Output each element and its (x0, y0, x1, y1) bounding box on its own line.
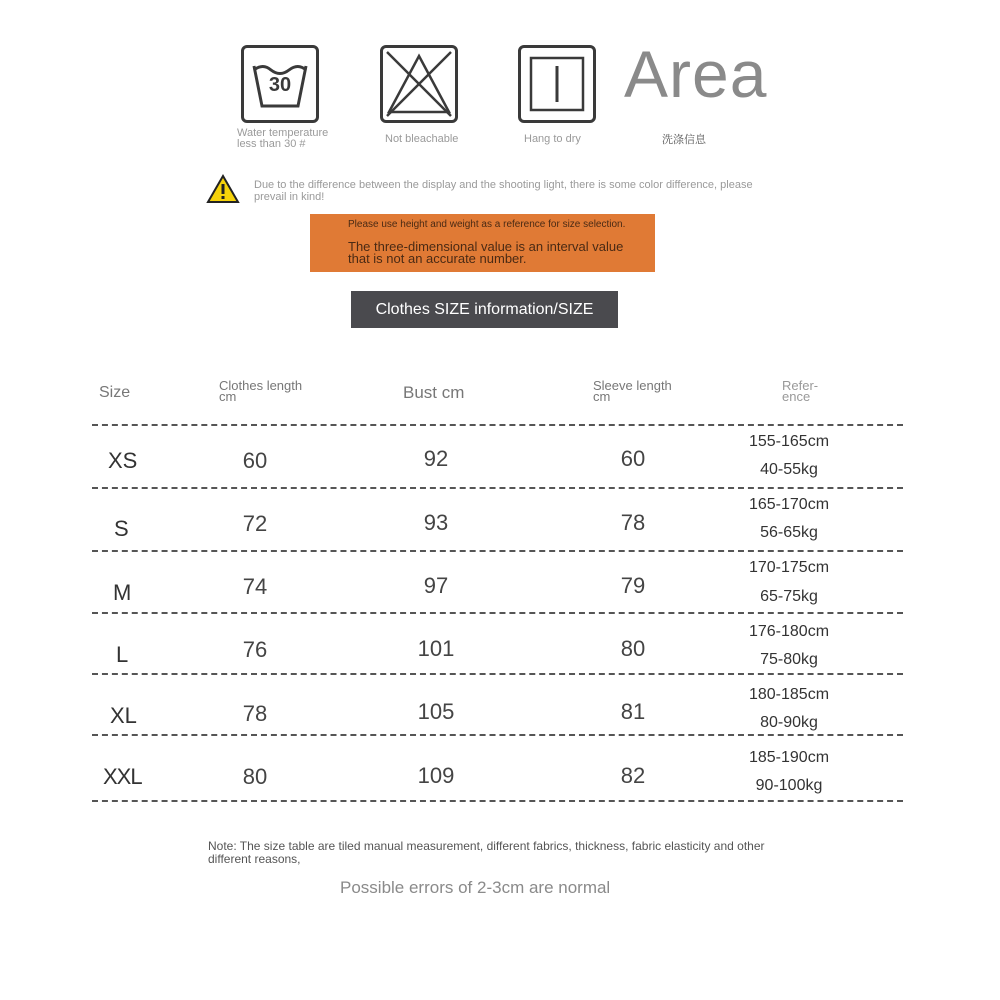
weight-cell: 40-55kg (760, 461, 818, 478)
length-cell: 78 (242, 701, 268, 726)
wash-label: Water temperature less than 30 # (237, 127, 329, 150)
table-divider (92, 800, 903, 802)
size-cell: L (116, 642, 129, 667)
height-cell: 176-180cm (748, 623, 830, 640)
weight-cell: 80-90kg (760, 714, 818, 731)
height-cell: 155-165cm (748, 433, 830, 450)
sleeve-cell: 81 (620, 699, 646, 724)
length-cell: 80 (242, 764, 268, 789)
weight-cell: 56-65kg (760, 524, 818, 541)
header-size: Size (99, 384, 131, 401)
error-note: Possible errors of 2-3cm are normal (340, 878, 611, 897)
size-cell: XL (110, 703, 137, 728)
length-cell: 76 (242, 637, 268, 662)
length-cell: 60 (242, 448, 268, 473)
height-cell: 180-185cm (748, 686, 830, 703)
weight-cell: 75-80kg (760, 651, 818, 668)
table-divider (92, 673, 903, 675)
table-divider (92, 424, 903, 426)
bust-cell: 93 (423, 510, 449, 535)
bust-cell: 97 (423, 573, 449, 598)
table-divider (92, 550, 903, 552)
size-cell: XXL (103, 764, 142, 789)
header-sleeve-length: Sleeve length cm (593, 378, 672, 404)
table-divider (92, 734, 903, 736)
wash-temp-text: 30 (268, 74, 292, 96)
bust-cell: 101 (417, 636, 455, 661)
wash-30-icon (241, 45, 319, 123)
bust-cell: 105 (417, 699, 455, 724)
not-bleachable-icon (380, 45, 458, 123)
height-cell: 185-190cm (748, 749, 830, 766)
size-cell: M (113, 580, 132, 605)
table-divider (92, 612, 903, 614)
header-clothes-length: Clothes length cm (219, 378, 303, 404)
table-divider (92, 487, 903, 489)
notice-line-2: The three-dimensional value is an interval value that is not an accurate number. (348, 239, 624, 266)
bleach-label: Not bleachable (385, 133, 459, 145)
weight-cell: 90-100kg (755, 777, 823, 794)
sleeve-cell: 82 (620, 763, 646, 788)
warning-icon (206, 174, 240, 204)
sleeve-cell: 80 (620, 636, 646, 661)
bust-cell: 109 (417, 763, 455, 788)
weight-cell: 65-75kg (760, 588, 818, 605)
measurement-note: Note: The size table are tiled manual measurement, different fabrics, thickness, fabric elasticity and other different reasons, (208, 839, 765, 866)
dry-label: Hang to dry (524, 133, 581, 145)
size-cell: XS (108, 448, 138, 473)
area-title: Area (624, 37, 768, 111)
bust-cell: 92 (423, 446, 449, 471)
size-cell: S (114, 516, 129, 541)
size-info-banner: Clothes SIZE information/SIZE (351, 291, 618, 328)
length-cell: 72 (242, 511, 268, 536)
sleeve-cell: 79 (620, 573, 646, 598)
height-cell: 165-170cm (748, 496, 830, 513)
header-bust: Bust cm (403, 383, 465, 402)
height-cell: 170-175cm (748, 559, 830, 576)
color-warning-text: Due to the difference between the display and the shooting light, there is some color difference, please prevail in kind! (254, 179, 753, 203)
header-reference: Refer- ence (782, 378, 819, 404)
hang-dry-icon (518, 45, 596, 123)
sleeve-cell: 78 (620, 510, 646, 535)
area-subtitle: 洗涤信息 (662, 134, 706, 146)
sleeve-cell: 60 (620, 446, 646, 471)
notice-line-1: Please use height and weight as a reference for size selection. (348, 219, 626, 230)
length-cell: 74 (242, 574, 268, 599)
size-notice-box (310, 214, 655, 272)
